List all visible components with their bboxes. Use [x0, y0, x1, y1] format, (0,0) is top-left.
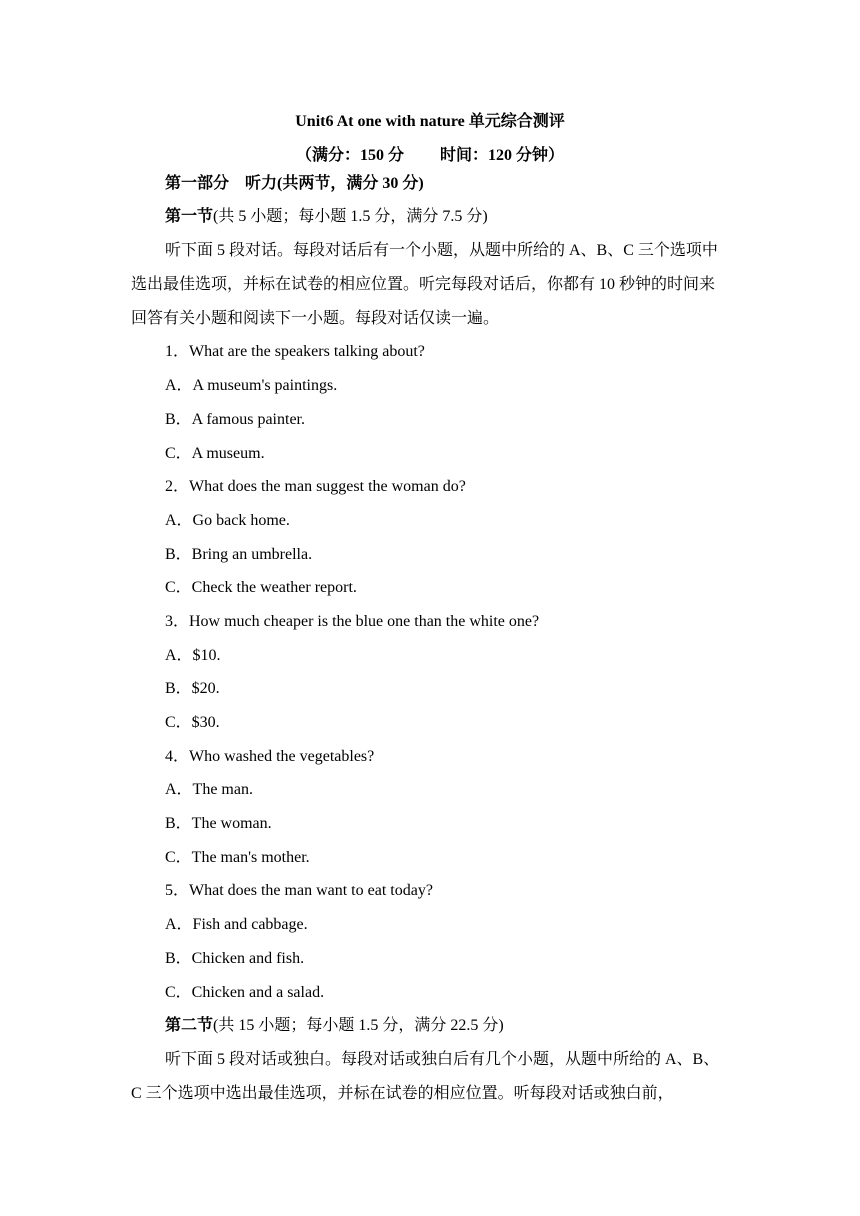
question-5-option-a: A．Fish and cabbage.	[165, 916, 308, 933]
section2-heading-detail: (共 15 小题；每小题 1.5 分，满分 22.5 分)	[213, 1017, 504, 1034]
section1-heading-label: 第一节	[165, 208, 214, 225]
score-time-subtitle: （满分：150 分 时间：120 分钟）	[295, 147, 564, 164]
section2-heading	[165, 1016, 504, 1036]
question-1: 1．What are the speakers talking about?	[165, 343, 425, 360]
question-5-option-b: B．Chicken and fish.	[165, 950, 305, 967]
question-3: 3．How much cheaper is the blue one than the white one?	[165, 613, 540, 630]
question-1-option-a: A．A museum's paintings.	[165, 377, 338, 394]
question-5-option-c: C．Chicken and a salad.	[165, 984, 325, 1001]
question-2-option-b: B．Bring an umbrella.	[165, 546, 313, 563]
question-3-option-c: C．$30.	[165, 714, 220, 731]
part1-heading: 第一部分 听力(共两节，满分 30 分)	[165, 175, 424, 192]
section1-instructions: 听下面 5 段对话。每段对话后有一个小题，从题中所给的 A、B、C 三个选项中选出最佳选项，并标在试卷的相应位置。听完每段对话后，你都有 10 秒钟的时间来回答有关小题和阅读下一小题。每段对话仅读一遍。	[131, 242, 718, 327]
question-3-option-b: B．$20.	[165, 680, 220, 697]
question-5: 5．What does the man want to eat today?	[165, 882, 433, 899]
section2-instructions: 听下面 5 段对话或独白。每段对话或独白后有几个小题，从题中所给的 A、B、C 三个选项中选出最佳选项，并标在试卷的相应位置。听每段对话或独白前，	[131, 1051, 720, 1102]
question-4-option-a: A．The man.	[165, 781, 253, 798]
question-4-option-c: C．The man's mother.	[165, 849, 310, 866]
section1-heading	[165, 207, 488, 227]
question-4-option-b: B．The woman.	[165, 815, 272, 832]
page-title: Unit6 At one with nature 单元综合测评	[295, 113, 565, 130]
question-4: 4．Who washed the vegetables?	[165, 748, 375, 765]
question-3-option-a: A．$10.	[165, 647, 221, 664]
question-1-option-b: B．A famous painter.	[165, 411, 305, 428]
question-2-option-a: A．Go back home.	[165, 512, 290, 529]
question-1-option-c: C．A museum.	[165, 445, 265, 462]
question-2: 2．What does the man suggest the woman do?	[165, 478, 466, 495]
question-2-option-c: C．Check the weather report.	[165, 579, 357, 596]
section2-heading-label: 第二节	[165, 1017, 214, 1034]
section1-heading-detail: (共 5 小题；每小题 1.5 分，满分 7.5 分)	[213, 208, 488, 225]
